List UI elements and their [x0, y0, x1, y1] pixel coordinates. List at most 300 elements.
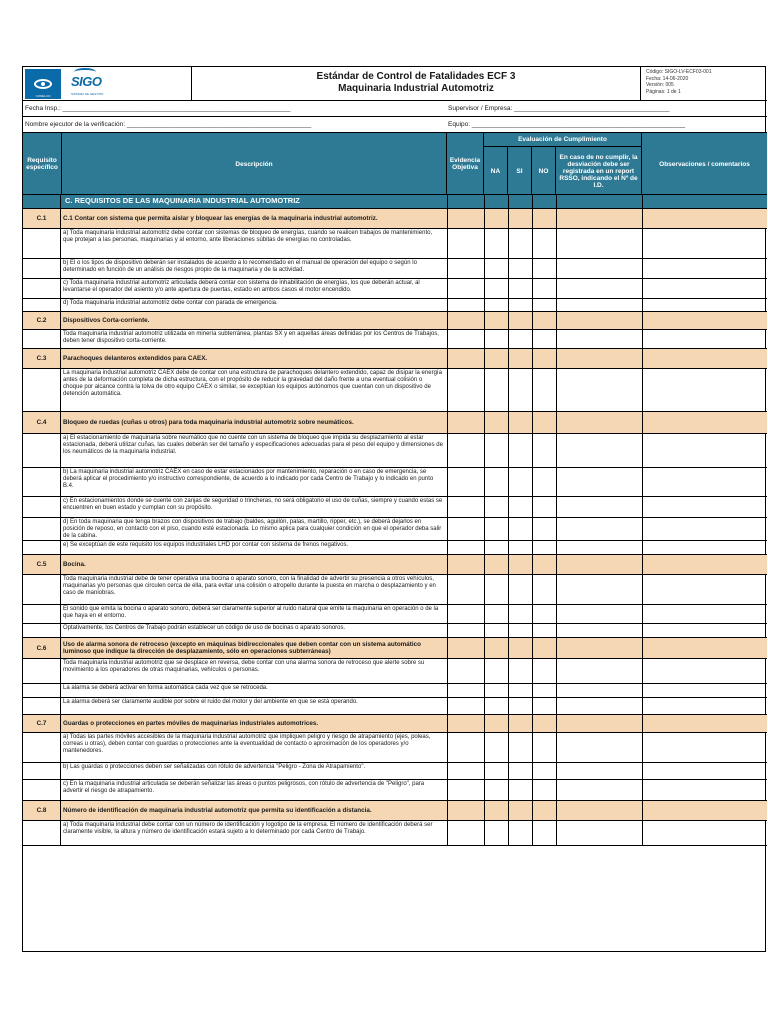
evidencia-cell[interactable]	[447, 575, 484, 604]
si-cell[interactable]	[508, 434, 532, 467]
code-line: Código: SIGO-LV-ECF03-001	[646, 69, 712, 75]
si-cell[interactable]	[508, 279, 532, 298]
section-row	[23, 555, 767, 575]
cell-divider	[556, 195, 557, 208]
requirement-text: Optativamente, los Centros de Trabajo podrán establecer un código de uso de bocinas o aparato sonoros.	[63, 625, 346, 631]
requisito-code: C.6	[23, 638, 61, 658]
evidencia-cell[interactable]	[447, 698, 484, 714]
observaciones-cell[interactable]	[642, 821, 767, 845]
observaciones-cell[interactable]	[642, 624, 767, 637]
desviacion-cell[interactable]	[556, 468, 642, 496]
no-cell	[532, 412, 556, 433]
desviacion-cell[interactable]	[556, 299, 642, 311]
no-cell[interactable]	[532, 299, 556, 311]
col-na: NA	[484, 147, 508, 195]
requirement-text: La maquinaria industrial automotriz CAEX debe de contar con una estructura de parachoques delantero extendido, capaz de disipar la energía antes de la deformación completa de dicha estructura, con el propósito de reducir la gravedad del daño frente a una eventual colisión o choque por alcance contra la tolva de otro equipo CAEX o similar, se exceptúan los equipos autónomos que cuentan con un dispositivo de detención automática.	[63, 370, 442, 397]
observaciones-cell[interactable]	[642, 259, 767, 278]
evidencia-cell[interactable]	[447, 279, 484, 298]
na-cell[interactable]	[484, 733, 508, 762]
requisito-code: C.3	[23, 349, 61, 368]
requisito-code	[23, 605, 61, 623]
desviacion-cell[interactable]	[556, 518, 642, 540]
observaciones-cell[interactable]	[642, 780, 767, 800]
evidencia-cell[interactable]	[447, 518, 484, 540]
band-title: C. REQUISITOS DE LAS MAQUINARIA INDUSTRIAL AUTOMOTRIZ	[65, 196, 300, 205]
observaciones-cell	[642, 801, 767, 820]
requisito-code	[23, 259, 61, 278]
no-cell	[532, 349, 556, 368]
table-row	[23, 605, 767, 624]
desviacion-cell[interactable]	[556, 698, 642, 714]
requisito-code: C.1	[23, 209, 61, 228]
na-cell[interactable]	[484, 468, 508, 496]
section-band	[23, 195, 767, 209]
na-cell[interactable]	[484, 259, 508, 278]
observaciones-cell	[642, 412, 767, 433]
no-cell[interactable]	[532, 279, 556, 298]
observaciones-cell[interactable]	[642, 605, 767, 623]
observaciones-cell[interactable]	[642, 763, 767, 779]
table-row	[23, 541, 767, 555]
sigo-logo-text: SIGO	[71, 74, 102, 89]
evidencia-cell[interactable]	[447, 821, 484, 845]
requirement-text: b) El o los tipos de dispositivo deberán ser instalados de acuerdo a lo recomendado en el manual de operación del equipo o según lo determinado en función de un análisis de riesgos propio de la maquinaria y de la actividad.	[63, 260, 417, 273]
observaciones-cell	[642, 209, 767, 228]
no-cell	[532, 638, 556, 658]
no-cell[interactable]	[532, 575, 556, 604]
requisito-code	[23, 821, 61, 845]
si-cell	[508, 209, 532, 228]
si-cell[interactable]	[508, 330, 532, 348]
sigo-logo	[65, 68, 105, 100]
sigo-logo-sub: SISTEMA DE GESTIÓN	[71, 92, 104, 96]
na-cell[interactable]	[484, 369, 508, 411]
observaciones-cell[interactable]	[642, 434, 767, 467]
si-cell	[508, 349, 532, 368]
na-cell[interactable]	[484, 605, 508, 623]
no-cell[interactable]	[532, 698, 556, 714]
date-line: Fecha: 14-06-2020	[646, 75, 689, 82]
observaciones-cell	[642, 555, 767, 574]
no-cell[interactable]	[532, 780, 556, 800]
document-header	[23, 67, 767, 101]
table-row	[23, 468, 767, 497]
observaciones-cell	[642, 638, 767, 658]
section-title: Bloqueo de ruedas (cuñas u otros) para toda maquinaria industrial automotriz sobre neumáticos.	[63, 419, 354, 426]
requisito-code	[23, 369, 61, 411]
requirement-text: Toda maquinaria industrial debe de tener operativa una bocina o aparato sonoro, con la finalidad de advertir su presencia a otros vehículos, maquinarias y/o personas que circulen cerca de ella, para evitar una colisión o atropello durante la puesta en marcha o desplazamiento y en caso de maniobras.	[63, 576, 436, 596]
requisito-code: C.8	[23, 801, 61, 820]
requirement-text: b) Las guardas o protecciones deben ser señalizadas con rótulo de advertencia "Peligro - Zona de Atrapamiento".	[63, 764, 366, 770]
si-cell[interactable]	[508, 684, 532, 697]
table-row	[23, 229, 767, 259]
na-cell	[484, 801, 508, 820]
observaciones-cell[interactable]	[642, 698, 767, 714]
table-row	[23, 763, 767, 780]
na-cell	[484, 349, 508, 368]
observaciones-cell[interactable]	[642, 369, 767, 411]
col-evidencia: Evidencia Objetiva	[447, 133, 484, 195]
table-row	[23, 434, 767, 468]
requisito-code	[23, 659, 61, 683]
desviacion-cell[interactable]	[556, 605, 642, 623]
evidencia-cell[interactable]	[447, 497, 484, 517]
evidencia-cell[interactable]	[447, 468, 484, 496]
desviacion-cell[interactable]	[556, 684, 642, 697]
table-row	[23, 624, 767, 638]
requisito-code: C.5	[23, 555, 61, 574]
evidencia-cell[interactable]	[447, 369, 484, 411]
no-cell	[532, 209, 556, 228]
section-row	[23, 312, 767, 330]
requisito-code	[23, 763, 61, 779]
si-cell	[508, 312, 532, 329]
requirement-text: b) La maquinaria industrial automotriz CAEX en caso de estar estacionados por mantenimiento, reparación o en caso de emergencia, se deberá aplicar el procedimiento y/o instructivo correspondiente, de acuerdo a lo indicado por cada Centro de Trabajo y lo indicado en punto B.4.	[63, 469, 434, 489]
desviacion-cell	[556, 349, 642, 368]
si-cell[interactable]	[508, 780, 532, 800]
na-cell	[484, 715, 508, 732]
na-cell[interactable]	[484, 541, 508, 554]
na-cell	[484, 555, 508, 574]
desviacion-cell[interactable]	[556, 497, 642, 517]
observaciones-cell[interactable]	[642, 733, 767, 762]
ejecutor-field[interactable]: Nombre ejecutor de la verificación: ___________________________________________________	[25, 121, 312, 128]
requirement-text: Toda maquinaria industrial automotriz que se desplace en reversa, debe contar con una alarma sonora de retroceso que alerte sobre su movimiento a los operadores de otras maquinarias, vehículos o personas.	[63, 660, 425, 673]
observaciones-cell	[642, 349, 767, 368]
desviacion-cell[interactable]	[556, 330, 642, 348]
requirement-text: e) Se exceptúan de este requisito los equipos industriales LHD por contar con sistema de frenos negativos.	[63, 542, 349, 548]
requirement-text: a) El estacionamiento de maquinaria sobre neumático que no cuente con un sistema de bloqueo que impida su desplazamiento al estar estacionada, deberá utilizar cuñas, las cuales deberán ser del tamaño y especificaciones adecuadas para el peso del equipo y dimensiones de los neumáticos de la maquinaria industrial.	[63, 435, 443, 455]
si-cell[interactable]	[508, 733, 532, 762]
col-no: NO	[532, 147, 556, 195]
desviacion-cell[interactable]	[556, 229, 642, 258]
no-cell[interactable]	[532, 541, 556, 554]
na-cell[interactable]	[484, 330, 508, 348]
desviacion-cell	[556, 715, 642, 732]
desviacion-cell[interactable]	[556, 259, 642, 278]
na-cell[interactable]	[484, 518, 508, 540]
na-cell[interactable]	[484, 780, 508, 800]
evidencia-cell[interactable]	[447, 624, 484, 637]
no-cell[interactable]	[532, 330, 556, 348]
codelco-logo	[25, 69, 61, 99]
evidencia-cell[interactable]	[447, 330, 484, 348]
desviacion-cell[interactable]	[556, 763, 642, 779]
evidencia-cell[interactable]	[447, 541, 484, 554]
table-row	[23, 659, 767, 684]
document-subtitle: Maquinaria Industrial Automotriz	[338, 83, 494, 94]
desviacion-cell[interactable]	[556, 624, 642, 637]
requirement-text: El sonido que emita la bocina o aparato sonoro, deberá ser claramente superior al ruido natural que emite la maquinaria en operación o de la que haya en el entorno.	[63, 606, 439, 619]
requisito-code	[23, 468, 61, 496]
section-title: Bocina.	[63, 561, 86, 568]
na-cell[interactable]	[484, 299, 508, 311]
col-si: SI	[508, 147, 532, 195]
si-cell[interactable]	[508, 575, 532, 604]
band-code-cell	[23, 195, 61, 208]
table-row	[23, 684, 767, 698]
si-cell[interactable]	[508, 659, 532, 683]
requirement-text: La alarma deberá ser claramente audible por sobre el ruido del motor y del ambiente en que se está operando.	[63, 699, 358, 705]
no-cell	[532, 312, 556, 329]
info-row-1	[23, 101, 767, 117]
no-cell[interactable]	[532, 468, 556, 496]
si-cell[interactable]	[508, 624, 532, 637]
si-cell	[508, 801, 532, 820]
requirement-text: a) Todas las partes móviles accesibles de la maquinaria industrial automotriz que impliquen peligro y riesgo de atrapamiento (ejes, poleas, correas u otras), deben contar con guardas o protecciones ante la eventualidad de contacto o aproximación de los operadores y/o mantenedores.	[63, 734, 431, 754]
observaciones-cell[interactable]	[642, 299, 767, 311]
evidencia-cell	[447, 349, 484, 368]
requisito-code	[23, 780, 61, 800]
desviacion-cell[interactable]	[556, 434, 642, 467]
observaciones-cell[interactable]	[642, 229, 767, 258]
table-row	[23, 299, 767, 312]
section-title: Guardas o protecciones en partes móviles de maquinarias industriales automotrices.	[63, 720, 319, 727]
requisito-code: C.4	[23, 412, 61, 433]
no-cell[interactable]	[532, 624, 556, 637]
title-box	[191, 67, 641, 101]
section-title: Dispositivos Corta-corriente.	[63, 317, 150, 324]
table-row	[23, 497, 767, 518]
na-cell[interactable]	[484, 659, 508, 683]
requirement-text: a) Toda maquinaria industrial debe contar con un número de identificación y logotipo de la empresa. El número de identificación deberá ser claramente visible, la altura y número de identificación estará sujeto a lo determinado por cada Centro de Trabajo.	[63, 822, 433, 835]
desviacion-cell[interactable]	[556, 279, 642, 298]
na-cell[interactable]	[484, 821, 508, 845]
na-cell[interactable]	[484, 624, 508, 637]
na-cell[interactable]	[484, 684, 508, 697]
evidencia-cell[interactable]	[447, 434, 484, 467]
observaciones-cell	[642, 312, 767, 329]
si-cell	[508, 638, 532, 658]
si-cell[interactable]	[508, 541, 532, 554]
no-cell[interactable]	[532, 605, 556, 623]
na-cell	[484, 412, 508, 433]
evidencia-cell	[447, 412, 484, 433]
na-cell	[484, 312, 508, 329]
requisito-code	[23, 733, 61, 762]
na-cell	[484, 209, 508, 228]
section-row	[23, 209, 767, 229]
requisito-code	[23, 518, 61, 540]
col-requisito: Requisito específico	[23, 133, 62, 195]
supervisor-field[interactable]: Supervisor / Empresa: ___________________________________________	[448, 105, 670, 112]
observaciones-cell[interactable]	[642, 518, 767, 540]
requirement-text: Toda maquinaria industrial automotriz utilizada en minería subterránea, plantas SX y en aquellas áreas definidas por los Centros de Trabajos, deben tener dispositivo corta-corriente.	[63, 331, 439, 344]
table-row	[23, 821, 767, 846]
no-cell[interactable]	[532, 369, 556, 411]
table-row	[23, 780, 767, 801]
evidencia-cell[interactable]	[447, 763, 484, 779]
requirement-text: La alarma se deberá activar en forma automática cada vez que se retroceda.	[63, 685, 268, 691]
si-cell[interactable]	[508, 821, 532, 845]
checklist-sheet	[22, 66, 766, 952]
observaciones-cell[interactable]	[642, 279, 767, 298]
eye-icon	[34, 79, 52, 89]
document-code	[646, 69, 712, 95]
si-cell[interactable]	[508, 497, 532, 517]
codelco-logo-text: CODELCO	[35, 94, 51, 98]
table-header	[23, 133, 767, 195]
requisito-code	[23, 698, 61, 714]
no-cell[interactable]	[532, 497, 556, 517]
table-row	[23, 259, 767, 279]
evidencia-cell[interactable]	[447, 605, 484, 623]
requisito-code	[23, 299, 61, 311]
no-cell[interactable]	[532, 763, 556, 779]
si-cell[interactable]	[508, 468, 532, 496]
table-row	[23, 330, 767, 349]
cell-divider	[447, 195, 448, 208]
requirement-text: d) En toda maquinaria que tenga brazos con dispositivos de trabajo (baldes, aguilón, palas, martillo, ripper, etc.), se deberá dejarlos en posición de reposo, en contacto con el piso, cuando esté estacionada. Lo mismo aplica para cualquier condición en que el operador deba salir de la cabina.	[63, 519, 442, 539]
desviacion-cell	[556, 638, 642, 658]
desviacion-cell[interactable]	[556, 575, 642, 604]
na-cell[interactable]	[484, 229, 508, 258]
info-row-2	[23, 117, 767, 133]
evidencia-cell[interactable]	[447, 684, 484, 697]
cell-divider	[484, 195, 485, 208]
desviacion-cell[interactable]	[556, 541, 642, 554]
evidencia-cell[interactable]	[447, 299, 484, 311]
desviacion-cell	[556, 209, 642, 228]
na-cell	[484, 638, 508, 658]
section-title: C.1 Contar con sistema que permita aislar y bloquear las energías de la maquinaria industrial automotriz.	[63, 215, 378, 222]
table-row	[23, 733, 767, 763]
desviacion-cell[interactable]	[556, 821, 642, 845]
si-cell[interactable]	[508, 763, 532, 779]
si-cell[interactable]	[508, 299, 532, 311]
no-cell[interactable]	[532, 229, 556, 258]
section-title: Uso de alarma sonora de retroceso (excepto en máquinas bidireccionales que deben contar con un sistema automático luminoso que indique la dirección de desplazamiento, sólo en operaciones subterráneas)	[63, 641, 421, 655]
col-desviacion: En caso de no cumplir, la desviación debe ser registrada en un report RSSO, indicando el Nº de I.D.	[556, 147, 642, 195]
requisito-code	[23, 624, 61, 637]
no-cell	[532, 715, 556, 732]
evidencia-cell	[447, 801, 484, 820]
requisito-code	[23, 330, 61, 348]
si-cell[interactable]	[508, 369, 532, 411]
evidencia-cell[interactable]	[447, 733, 484, 762]
evidencia-cell	[447, 715, 484, 732]
requirement-text: c) Toda maquinaria industrial automotriz articulada deberá contar con sistema de inhabilitación de energías, los que deberán actuar, al levantarse el operador del asiento y/o ante apertura de puertas, estado en ambos casos el motor encendido.	[63, 280, 420, 293]
requirement-text: c) En estacionamientos donde se cuente con zanjas de seguridad o trincheras, no será obligatorio el uso de cuñas, siempre y cuando estas se encuentren en buen estado y cumplan con su propósito.	[63, 498, 443, 511]
no-cell[interactable]	[532, 733, 556, 762]
desviacion-cell[interactable]	[556, 369, 642, 411]
no-cell[interactable]	[532, 659, 556, 683]
table-row	[23, 518, 767, 541]
col-evaluacion: Evaluación de Cumplimiento	[484, 133, 642, 147]
observaciones-cell	[642, 715, 767, 732]
table-row	[23, 369, 767, 412]
na-cell[interactable]	[484, 279, 508, 298]
section-row	[23, 638, 767, 659]
si-cell[interactable]	[508, 518, 532, 540]
table-row	[23, 698, 767, 715]
si-cell	[508, 555, 532, 574]
evidencia-cell[interactable]	[447, 659, 484, 683]
no-cell[interactable]	[532, 259, 556, 278]
si-cell	[508, 412, 532, 433]
requirement-text: d) Toda maquinaria industrial automotriz debe contar con parada de emergencia.	[63, 300, 278, 306]
fecha-field[interactable]: Fecha Insp.: _______________________________________________________________	[25, 105, 291, 112]
requirement-text: a) Toda maquinaria industrial automotriz debe contar con sistemas de bloqueo de energías, cuando se realicen trabajos de mantenimiento, que protejan a las personas, maquinarias y al entorno, ante liberaciones súbitas de energías no controladas.	[63, 230, 433, 243]
desviacion-cell	[556, 312, 642, 329]
evidencia-cell	[447, 638, 484, 658]
requisito-code: C.7	[23, 715, 61, 732]
na-cell[interactable]	[484, 763, 508, 779]
observaciones-cell[interactable]	[642, 684, 767, 697]
desviacion-cell	[556, 801, 642, 820]
document-title: Estándar de Control de Fatalidades ECF 3	[316, 71, 516, 82]
observaciones-cell[interactable]	[642, 659, 767, 683]
requisito-code	[23, 229, 61, 258]
na-cell[interactable]	[484, 575, 508, 604]
evidencia-cell	[447, 209, 484, 228]
evidencia-cell	[447, 312, 484, 329]
requisito-code	[23, 434, 61, 467]
cell-divider	[532, 195, 533, 208]
evidencia-cell[interactable]	[447, 229, 484, 258]
section-row	[23, 801, 767, 821]
no-cell[interactable]	[532, 821, 556, 845]
no-cell[interactable]	[532, 518, 556, 540]
observaciones-cell[interactable]	[642, 575, 767, 604]
desviacion-cell[interactable]	[556, 659, 642, 683]
desviacion-cell[interactable]	[556, 780, 642, 800]
na-cell[interactable]	[484, 434, 508, 467]
si-cell[interactable]	[508, 229, 532, 258]
no-cell[interactable]	[532, 684, 556, 697]
si-cell[interactable]	[508, 698, 532, 714]
section-row	[23, 349, 767, 369]
table-row	[23, 575, 767, 605]
equipo-field[interactable]: Equipo: ___________________________________________________________	[448, 121, 686, 128]
no-cell[interactable]	[532, 434, 556, 467]
pages-line: Páginas: 1 de 1	[646, 88, 681, 95]
col-observaciones: Observaciones / comentarios	[659, 160, 750, 168]
si-cell[interactable]	[508, 605, 532, 623]
si-cell[interactable]	[508, 259, 532, 278]
na-cell[interactable]	[484, 497, 508, 517]
section-title: Número de identificación de maquinaria industrial automotriz que permita su identificación a distancia.	[63, 807, 372, 814]
section-title: Parachoques delanteros extendidos para CAEX.	[63, 355, 208, 362]
evidencia-cell	[447, 555, 484, 574]
desviacion-cell[interactable]	[556, 733, 642, 762]
requisito-code	[23, 684, 61, 697]
si-cell	[508, 715, 532, 732]
observaciones-cell[interactable]	[642, 497, 767, 517]
desviacion-cell	[556, 412, 642, 433]
requirement-text: c) En la maquinaria industrial articulada se deberán señalizar las áreas o puntos peligrosos, con rótulo de advertencia de "Peligro", para advertir el riesgo de atrapamiento.	[63, 781, 425, 794]
cell-divider	[508, 195, 509, 208]
evidencia-cell[interactable]	[447, 780, 484, 800]
col-descripcion: Descripción	[62, 133, 447, 195]
requisito-code	[23, 575, 61, 604]
na-cell[interactable]	[484, 698, 508, 714]
section-row	[23, 412, 767, 434]
observaciones-cell[interactable]	[642, 468, 767, 496]
observaciones-cell[interactable]	[642, 541, 767, 554]
cell-divider	[642, 195, 643, 208]
no-cell	[532, 555, 556, 574]
requisito-code: C.2	[23, 312, 61, 329]
requisito-code	[23, 541, 61, 554]
requisito-code	[23, 497, 61, 517]
observaciones-cell[interactable]	[642, 330, 767, 348]
version-line: Versión: 005	[646, 82, 674, 88]
evidencia-cell[interactable]	[447, 259, 484, 278]
table-row	[23, 279, 767, 299]
no-cell	[532, 801, 556, 820]
desviacion-cell	[556, 555, 642, 574]
